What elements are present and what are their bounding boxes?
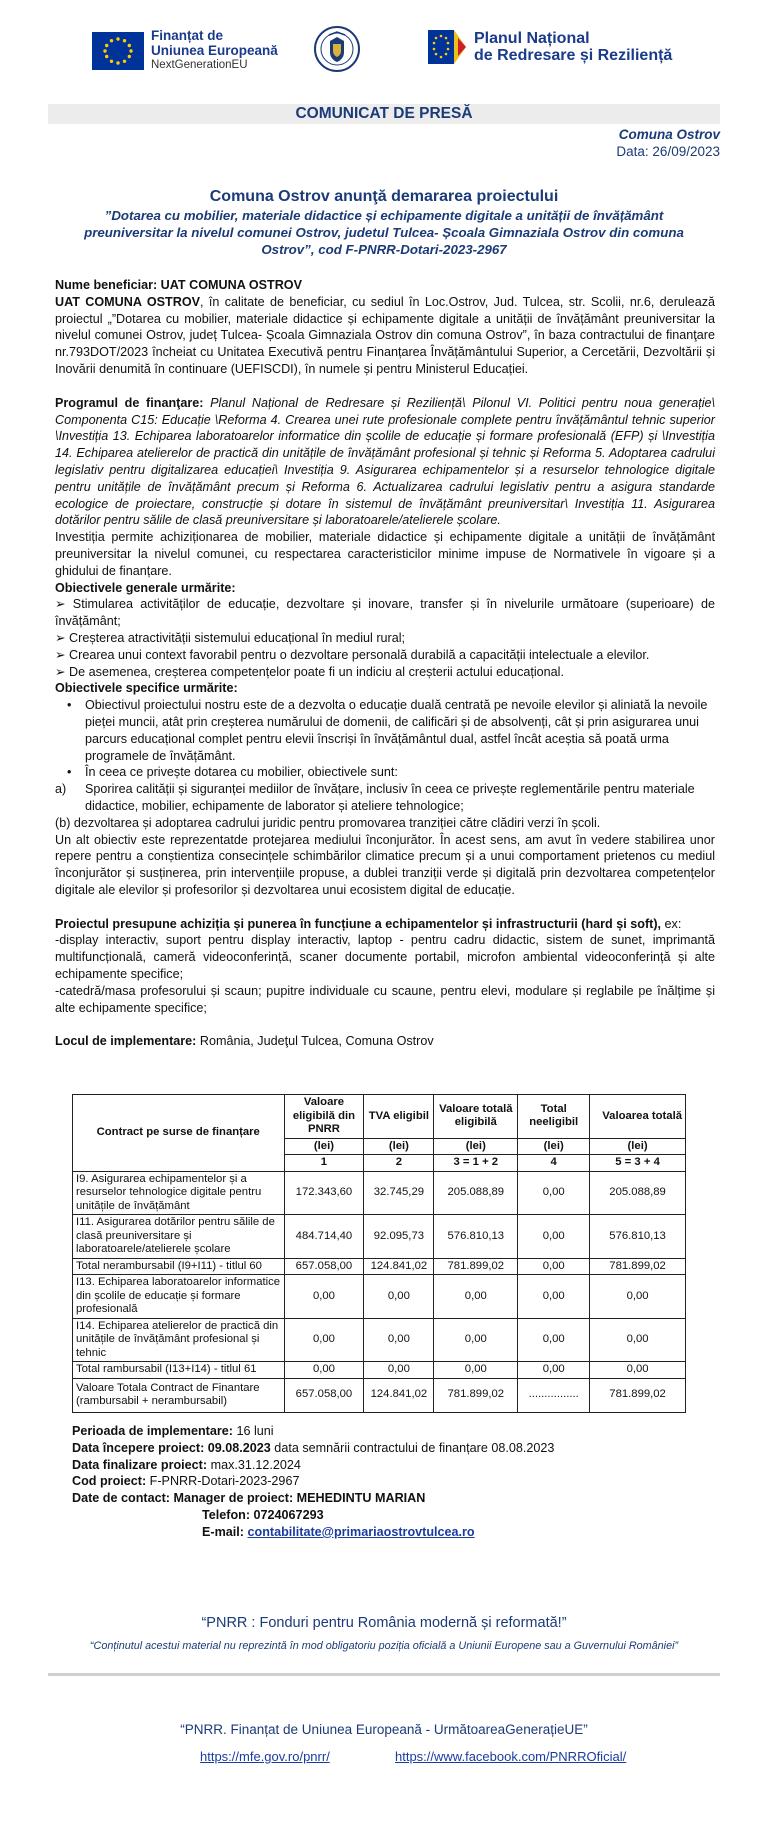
- cell: 781.899,02: [434, 1258, 518, 1275]
- cell: 0,00: [284, 1362, 364, 1379]
- objective-a-text: Sporirea calității și siguranței mediilor de învățare, inclusiv în ceea ce privește reglementările pentru materiale didactice, mobilier, echipamente de laborator și ateliere tehnologice;: [85, 782, 695, 813]
- unit-cell: (lei): [434, 1138, 518, 1155]
- general-objective-item: ➢ De asemenea, creșterea competențelor poate fi un indiciu al creșterii actului educațional.: [55, 664, 564, 679]
- row-label: I11. Asigurarea dotărilor pentru sălile de clasă preuniversitare și laboratoarele/atelierele școlare: [73, 1215, 285, 1259]
- start-value: data semnării contractului de finanțare 08.08.2023: [270, 1440, 555, 1455]
- table-row: [73, 1171, 686, 1215]
- slogan: “PNRR : Fonduri pentru România modernă și reformată!”: [201, 1615, 567, 1631]
- general-objective-item: ➢ Stimularea activităților de educație, dezvoltare și inovare, transfer și în nivelurile următoare (superioare) de învățământ;: [55, 597, 715, 629]
- col-header-tva: TVA eligibil: [364, 1095, 434, 1139]
- email-label: E-mail:: [202, 1524, 248, 1539]
- cell: 205.088,89: [590, 1171, 686, 1215]
- row-label: Total rambursabil (I13+I14) - titlul 61: [73, 1362, 285, 1379]
- cell: 0,00: [518, 1258, 590, 1275]
- location: Comuna Ostrov: [618, 127, 720, 142]
- cell: 0,00: [590, 1275, 686, 1319]
- eu-line-1: Finanțat de: [151, 28, 224, 43]
- header-logos: [0, 24, 768, 84]
- table-header-row: [73, 1095, 686, 1139]
- unit-cell: (lei): [284, 1138, 364, 1155]
- cell: 124.841,02: [364, 1258, 434, 1275]
- environment-paragraph: Un alt obiectiv este reprezentatde protejarea mediului înconjurător. În acest sens, am avut în vedere stabilirea unor repere pentru a conștientiza consecințele schimbărilor climatice precum și a unui comportament prietenos cu mediul înconjurător și susținerea, prin intervențiile propuse, a dublei tranziții verde și digitală prin dezvoltarea competențelor digitale ale elevilor și profesorilor și dezvoltarea unui ecosistem digital de educație.: [55, 832, 715, 897]
- col-header-total: Valoarea totală: [590, 1095, 686, 1139]
- cell: 576.810,13: [590, 1215, 686, 1259]
- cell: 576.810,13: [434, 1215, 518, 1259]
- row-label: I14. Echiparea atelierelor de practică din unitățile de învățământ profesional și tehnic: [73, 1318, 285, 1362]
- colnum-cell: 1: [284, 1155, 364, 1172]
- cell: 781.899,02: [590, 1378, 686, 1412]
- phone-line: Telefon: 0724067293: [202, 1507, 324, 1522]
- project-subtitle: ”Dotarea cu mobilier, materiale didactice și echipamente digitale a unității de învățământ preuniversitar la nivelul comunei Ostrov, judetul Tulcea- Școala Gimnaziala Ostrov din comuna Ostrov”, cod F-PNRR-Dotari-2023-2967: [84, 208, 684, 257]
- financed-by: “PNRR. Finanțat de Uniunea Europeană - UrmătoareaGenerațieUE”: [180, 1722, 588, 1737]
- eu-flag-icon: [92, 32, 144, 70]
- colnum-cell: 2: [364, 1155, 434, 1172]
- objective-a-label: a): [55, 782, 67, 797]
- row-label: Total nerambursabil (I9+I11) - titlul 60: [73, 1258, 285, 1275]
- cell: 0,00: [434, 1362, 518, 1379]
- cell: 205.088,89: [434, 1171, 518, 1215]
- cell: 172.343,60: [284, 1171, 364, 1215]
- colnum-cell: 3 = 1 + 2: [434, 1155, 518, 1172]
- code-value: F-PNRR-Dotari-2023-2967: [146, 1474, 300, 1489]
- specific-objectives-list: [55, 697, 715, 781]
- unit-cell: (lei): [590, 1138, 686, 1155]
- row-label: Valoare Totala Contract de Finantare (rambursabil + nerambursabil): [73, 1378, 285, 1412]
- title-block: [60, 187, 708, 258]
- end-line: [72, 1457, 554, 1474]
- general-objective-item: ➢ Crearea unui context favorabil pentru o dezvoltare personală durabilă a capacității intelectuale a elevilor.: [55, 647, 650, 662]
- cell: ................: [518, 1378, 590, 1412]
- pnrr-line-1: Planul Național: [474, 30, 590, 47]
- start-line: [72, 1440, 554, 1457]
- cell: 124.841,02: [364, 1378, 434, 1412]
- footer-links: [0, 1749, 768, 1767]
- cell: 0,00: [364, 1318, 434, 1362]
- end-label: Data finalizare proiect:: [72, 1457, 208, 1472]
- beneficiary-name: UAT COMUNA OSTROV: [55, 294, 201, 309]
- acquisition-label: Proiectul presupune achiziția și punerea în funcțiune a echipamentelor și infrastructurii (hard și soft),: [55, 916, 662, 931]
- cell: 92.095,73: [364, 1215, 434, 1259]
- specific-objectives-label: Obiectivele specifice urmărite:: [55, 681, 238, 696]
- list-item: • În ceea ce privește dotarea cu mobilier, obiectivele sunt:: [55, 764, 715, 781]
- period-label: Perioada de implementare:: [72, 1424, 233, 1438]
- col-header-non-eligible: Total neeligibil: [518, 1095, 590, 1139]
- cell: 0,00: [284, 1318, 364, 1362]
- start-label: Data începere proiect: 09.08.2023: [72, 1440, 271, 1455]
- facebook-link[interactable]: https://www.facebook.com/PNRROficial/: [395, 1749, 627, 1764]
- table-row: [73, 1258, 686, 1275]
- col-header-eligible: Valoare eligibilă din PNRR: [284, 1095, 364, 1139]
- cell: 0,00: [518, 1362, 590, 1379]
- table-row: [73, 1378, 686, 1412]
- acquisition-line-2: -catedră/masa profesorului și scaun; pupitre individuale cu scaune, pentru elevi, modulare și reglabile pe înălțime și alte echipamente specifice;: [55, 983, 715, 1015]
- table-row: [73, 1215, 686, 1259]
- cell: 0,00: [364, 1362, 434, 1379]
- cell: 781.899,02: [434, 1378, 518, 1412]
- code-label: Cod proiect:: [72, 1474, 147, 1489]
- unit-cell: (lei): [364, 1138, 434, 1155]
- cell: 0,00: [518, 1171, 590, 1215]
- general-objectives-label: Obiectivele generale urmărite:: [55, 580, 236, 595]
- cell: 0,00: [434, 1275, 518, 1319]
- cell: 32.745,29: [364, 1171, 434, 1215]
- disclaimer: “Conținutul acestui material nu reprezintă în mod obligatoriu poziția oficială a Uniunii Europene sau a Guvernului României”: [89, 1640, 679, 1652]
- col-header-total-eligible: Valoare totală eligibilă: [434, 1095, 518, 1139]
- beneficiary-label: Nume beneficiar: UAT COMUNA OSTROV: [55, 278, 302, 292]
- program-paragraph: [55, 395, 715, 529]
- end-value: max.31.12.2024: [207, 1457, 301, 1472]
- eu-line-3: NextGenerationEU: [151, 59, 248, 71]
- table-row: [73, 1275, 686, 1319]
- email-line: [72, 1524, 554, 1541]
- investment-paragraph: Investiția permite achiziționarea de mobilier, materiale didactice și echipamente digitale a unității de învățământ preuniversitar la nivelul comunei, cu respectarea caracteristicilor minime impuse de Normativele în vigoare și a ghidului de finanțare.: [55, 530, 715, 578]
- beneficiary-paragraph: [55, 294, 715, 378]
- period-line: [72, 1423, 554, 1440]
- period-value: 16 luni: [232, 1424, 274, 1438]
- main-content: [55, 277, 715, 1050]
- cell: 657.058,00: [284, 1258, 364, 1275]
- program-label: Programul de finanţare:: [55, 395, 204, 410]
- mfe-link[interactable]: https://mfe.gov.ro/pnrr/: [200, 1749, 330, 1764]
- cell: 781.899,02: [590, 1258, 686, 1275]
- colnum-cell: 5 = 3 + 4: [590, 1155, 686, 1172]
- cell: 0,00: [518, 1215, 590, 1259]
- col-header-contract: Contract pe surse de finanțare: [73, 1095, 285, 1172]
- acquisition-line-1: -display interactiv, suport pentru display interactiv, laptop - pentru cadru didactic, sistem de sunet, imprimantă multifuncțională, cameră videoconferință, scaner documente portabil, microfon ambiental videoconferință și alte echipamente specifice;: [55, 933, 715, 982]
- cell: 0,00: [284, 1275, 364, 1319]
- location-date: [616, 126, 720, 160]
- implementation-location-label: Locul de implementare:: [55, 1034, 197, 1049]
- contact-line: Date de contact: Manager de proiect: MEHEDINTU MARIAN: [72, 1491, 426, 1506]
- cell: 657.058,00: [284, 1378, 364, 1412]
- list-item: • Obiectivul proiectului nostru este de a dezvolta o educație duală centrată pe nevoile elevilor și aliniată la nevoile pieței muncii, atât prin creșterea numărului de domenii, de calificări și de absolvenți, cât și prin asigurarea unui parcurs educațional complet pentru elevii înscriși în învățământul dual, astfel încât aceștia să poată urma programele de învățământ.: [55, 697, 715, 764]
- implementation-location-value: România, Judeţul Tulcea, Comuna Ostrov: [196, 1034, 434, 1049]
- pnrr-line-2: de Redresare și Reziliență: [474, 47, 673, 64]
- cell: 0,00: [590, 1318, 686, 1362]
- eu-logo: [92, 28, 278, 73]
- colnum-cell: 4: [518, 1155, 590, 1172]
- general-objective-item: ➢ Creșterea atractivității sistemului educațional în mediul rural;: [55, 630, 406, 645]
- implementation-details: [72, 1423, 554, 1541]
- row-label: I9. Asigurarea echipamentelor și a resurselor tehnologice digitale pentru unitățile de învățământ: [73, 1171, 285, 1215]
- row-label: I13. Echiparea laboratoarelor informatice din școlile de educație și formare profesională: [73, 1275, 285, 1319]
- implementation-location: [55, 1033, 715, 1050]
- cell: 0,00: [364, 1275, 434, 1319]
- acquisition-after: ex:: [661, 916, 682, 931]
- acquisition-paragraph: [55, 916, 715, 933]
- page-title: Comuna Ostrov anunţă demararea proiectului: [209, 188, 559, 205]
- cell: 484.714,40: [284, 1215, 364, 1259]
- cell: 0,00: [434, 1318, 518, 1362]
- table-row: [73, 1362, 686, 1379]
- pnrr-logo: [428, 28, 672, 66]
- email-link[interactable]: contabilitate@primariaostrovtulcea.ro: [247, 1524, 475, 1539]
- cell: 0,00: [518, 1275, 590, 1319]
- unit-cell: (lei): [518, 1138, 590, 1155]
- eu-line-2: Uniunea Europeană: [151, 43, 278, 58]
- footer-divider: [48, 1673, 720, 1676]
- pnrr-flag-icon: [428, 28, 468, 66]
- date: Data: 26/09/2023: [616, 144, 720, 159]
- cell: 0,00: [590, 1362, 686, 1379]
- objective-b: (b) dezvoltarea și adoptarea cadrului juridic pentru promovarea tranziției către clădiri verzi în școli.: [55, 815, 601, 830]
- press-release-title: COMUNICAT DE PRESĂ: [48, 104, 720, 124]
- code-line: [72, 1473, 554, 1490]
- table-row: [73, 1318, 686, 1362]
- objective-a: [55, 781, 715, 815]
- government-crest-icon: [313, 24, 361, 76]
- program-text: Planul Național de Redresare și Reziliență\ Pilonul VI. Politici pentru noua generație\ Componenta C15: Educație \Reforma 4. Crearea unei rute profesionale complete pentru învățământul tehnic superior \Investiția 13. Echiparea laboratoarelor informatice din școlile de educație și formare profesională (EFP) și \Investiția 14. Echiparea atelierelor de practică din unitățile de învățământ profesional și tehnic și Reforma 5. Adoptarea cadrului legislativ pentru digitalizarea educației\ Investiția 9. Asigurarea echipamentelor și a resurselor tehnologice digitale pentru unitățile de învățământ precum și Reforma 6. Actualizarea cadrului legislativ pentru a asigura standarde ecologice de proiectare, construcție și dotare în sistemul de învățământ preuniversitar\ Investiția 11. Asigurarea dotărilor pentru sălile de clasă preuniversitare și laboratoarele/atelierele școlare.: [55, 395, 715, 528]
- beneficiary-text: , în calitate de beneficiar, cu sediul în Loc.Ostrov, Jud. Tulcea, str. Scolii, nr.6, derulează proiectul „”Dotarea cu mobilier, materiale didactice și echipamente digitale a unității de învățământ preuniversitar la nivelul comunei Ostrov, județ Tulcea- Școala Gimnaziala Ostrov din comuna Ostrov”, în baza contractului de finanţare nr.793DOT/2023 încheiat cu Unitatea Executivă pentru Finanțarea Învățământului Superior, a Cercetării, Dezvoltării și Inovării denumită în continuare (UEFISCDI), în numele și pentru Ministerul Educației.: [55, 294, 715, 376]
- cell: 0,00: [518, 1318, 590, 1362]
- financing-table: [72, 1094, 686, 1413]
